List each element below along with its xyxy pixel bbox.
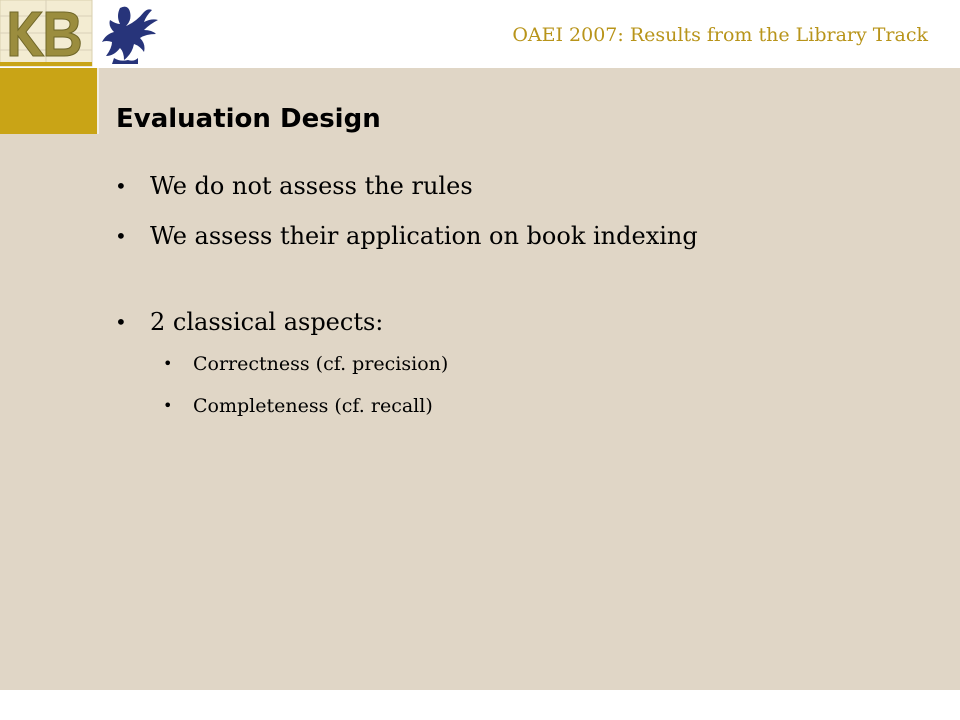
bullet-text: 2 classical aspects: bbox=[150, 308, 384, 336]
sub-bullet-dot-icon: • bbox=[163, 354, 173, 373]
bullet-dot-icon: • bbox=[115, 174, 127, 198]
sub-bullet-text: Completeness (cf. recall) bbox=[193, 395, 433, 417]
kb-logo-icon bbox=[0, 0, 170, 68]
bullet-dot-icon: • bbox=[115, 224, 127, 248]
bullet-list bbox=[113, 168, 913, 420]
accent-square bbox=[0, 68, 97, 134]
header-logos bbox=[0, 0, 170, 68]
slide-heading: Evaluation Design bbox=[116, 104, 381, 134]
sub-bullet-item bbox=[113, 392, 913, 420]
sub-bullet-item bbox=[113, 350, 913, 378]
bullet-item bbox=[113, 168, 913, 204]
bullet-item bbox=[113, 218, 913, 254]
accent-divider bbox=[97, 68, 99, 134]
bullet-text: We do not assess the rules bbox=[150, 172, 473, 200]
sub-bullet-dot-icon: • bbox=[163, 396, 173, 415]
presentation-title: OAEI 2007: Results from the Library Track bbox=[512, 24, 928, 46]
bullet-item bbox=[113, 304, 913, 340]
bullet-text: We assess their application on book indexing bbox=[150, 222, 698, 250]
sub-bullet-text: Correctness (cf. precision) bbox=[193, 353, 449, 375]
bullet-dot-icon: • bbox=[115, 310, 127, 334]
